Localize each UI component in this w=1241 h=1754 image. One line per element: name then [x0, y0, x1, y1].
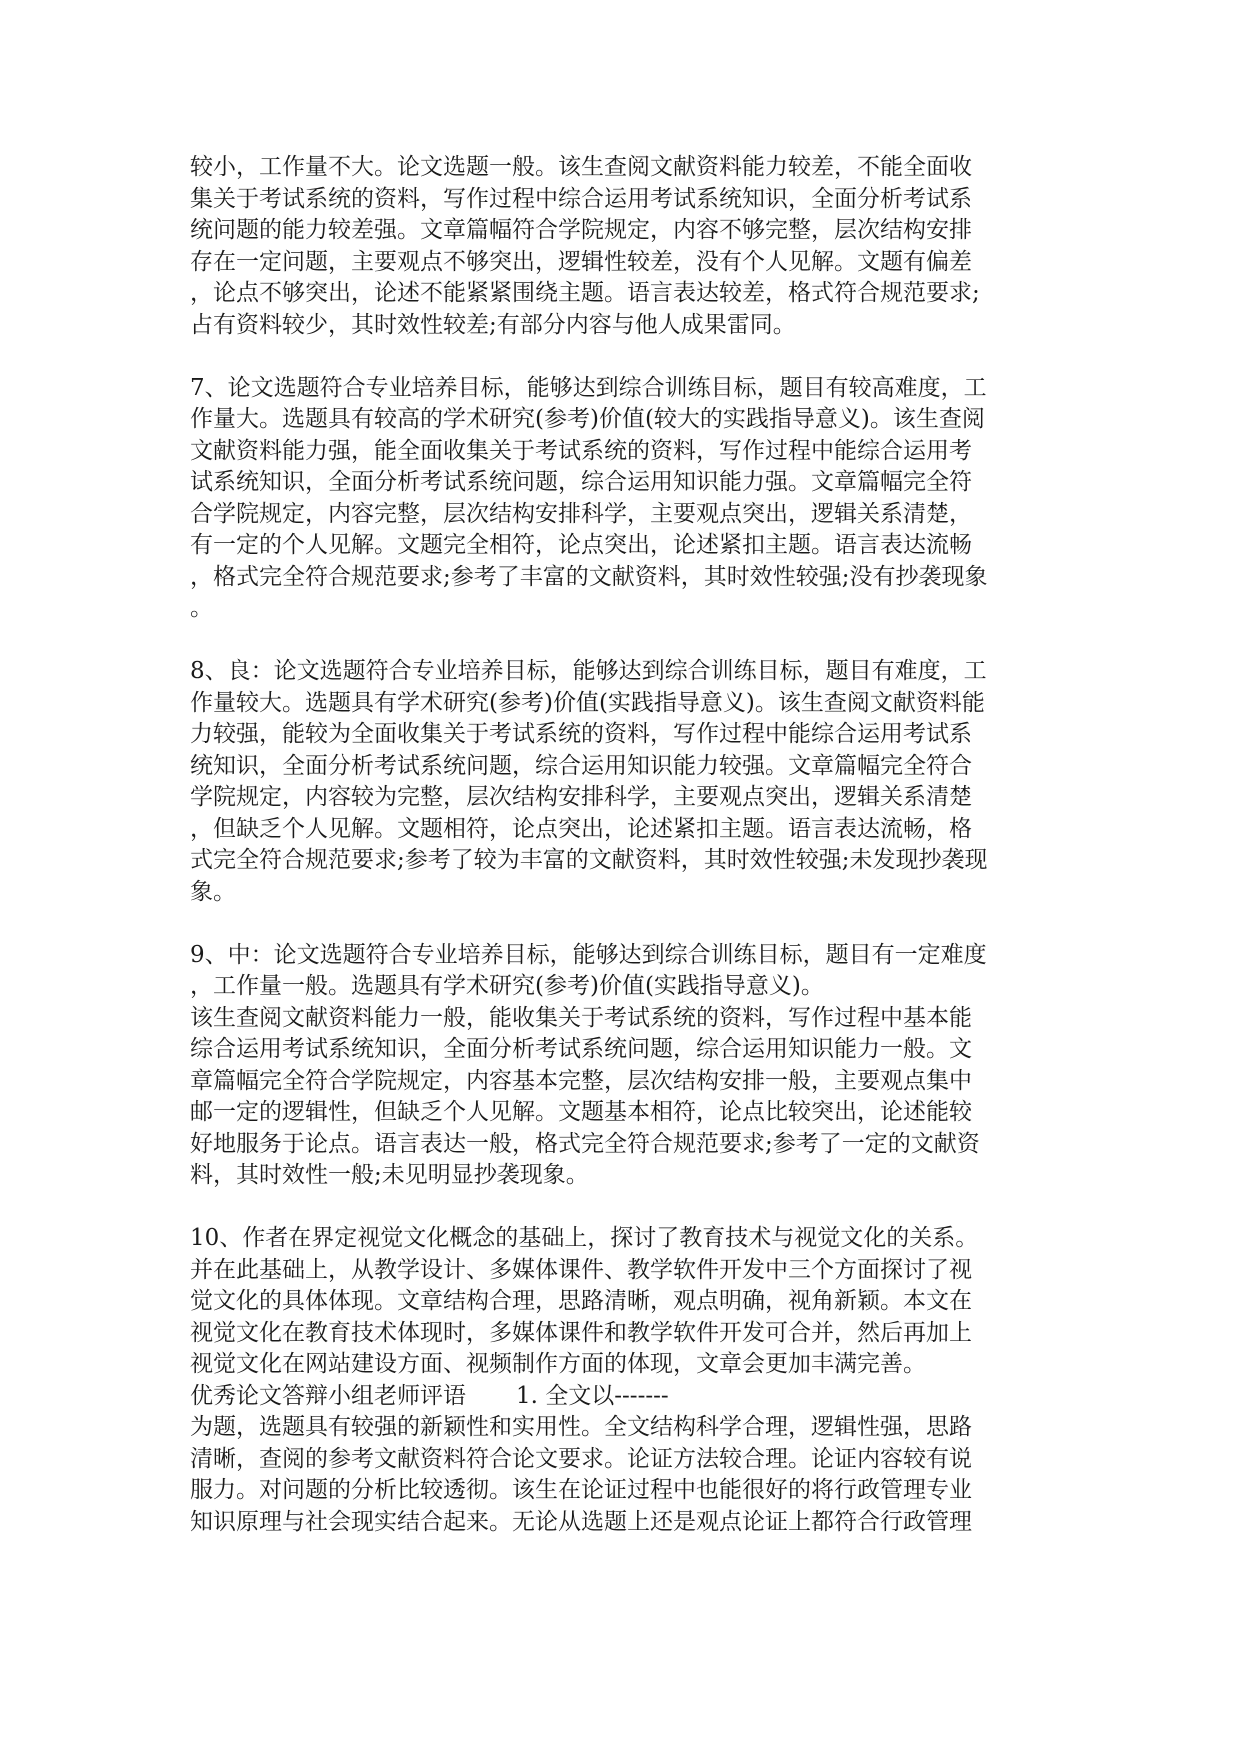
text-line: 力较强，能较为全面收集关于考试系统的资料，写作过程中能综合运用考试系	[190, 721, 972, 747]
text-line: 统知识，全面分析考试系统问题，综合运用知识能力较强。文章篇幅完全符合	[190, 752, 972, 779]
paragraph-item-7	[190, 373, 1060, 625]
text-line: ，格式完全符合规范要求;参考了丰富的文献资料，其时效性较强;没有抄袭现象	[190, 563, 988, 590]
text-line: 章篇幅完全符合学院规定，内容基本完整，层次结构安排一般，主要观点集中	[190, 1067, 972, 1094]
text-line: 为题，选题具有较强的新颖性和实用性。全文结构科学合理，逻辑性强，思路	[190, 1414, 972, 1440]
document-page	[190, 152, 1060, 1570]
text-line: ，工作量一般。选题具有学术研究(参考)价值(实践指导意义)。	[190, 973, 824, 999]
text-line: 。	[190, 595, 213, 621]
text-line: 有一定的个人见解。文题完全相符，论点突出，论述紧扣主题。语言表达流畅	[190, 532, 972, 558]
text-line: 清晰，查阅的参考文献资料符合论文要求。论证方法较合理。论证内容较有说	[190, 1445, 972, 1472]
text-line: 集关于考试系统的资料，写作过程中综合运用考试系统知识，全面分析考试系	[190, 185, 972, 212]
text-line: 8、良：论文选题符合专业培养目标，能够达到综合训练目标，题目有难度，工	[190, 658, 987, 684]
text-line: 好地服务于论点。语言表达一般，格式完全符合规范要求;参考了一定的文献资	[190, 1130, 980, 1157]
text-line: 作量较大。选题具有学术研究(参考)价值(实践指导意义)。该生查阅文献资料能	[190, 689, 985, 716]
paragraph-item-9	[190, 940, 1060, 1192]
text-line: 9、中：论文选题符合专业培养目标，能够达到综合训练目标，题目有一定难度	[190, 941, 987, 968]
text-line: 作量大。选题具有较高的学术研究(参考)价值(较大的实践指导意义)。该生查阅	[190, 406, 985, 432]
text-line: 视觉文化在教育技术体现时，多媒体课件和教学软件开发可合并，然后再加上	[190, 1319, 972, 1346]
text-line: 学院规定，内容较为完整，层次结构安排科学，主要观点突出，逻辑关系清楚	[190, 784, 972, 810]
text-line: 综合运用考试系统知识，全面分析考试系统问题，综合运用知识能力一般。文	[190, 1036, 972, 1062]
text-line: 试系统知识，全面分析考试系统问题，综合运用知识能力强。文章篇幅完全符	[190, 469, 972, 495]
section-heading	[190, 1381, 1060, 1413]
text-line: 文献资料能力强，能全面收集关于考试系统的资料，写作过程中能综合运用考	[190, 437, 972, 464]
section-heading-item: 1. 全文以-------	[516, 1382, 669, 1409]
text-line: 料，其时效性一般;未见明显抄袭现象。	[190, 1162, 589, 1188]
text-line: 象。	[190, 878, 236, 905]
text-line: 较小，工作量不大。论文选题一般。该生查阅文献资料能力较差，不能全面收	[190, 154, 972, 180]
text-line: 10、作者在界定视觉文化概念的基础上，探讨了教育技术与视觉文化的关系。	[190, 1225, 979, 1251]
paragraph-grade-poor	[190, 152, 1060, 341]
text-line: 7、论文选题符合专业培养目标，能够达到综合训练目标，题目有较高难度，工	[190, 374, 987, 401]
text-line: 视觉文化在网站建设方面、视频制作方面的体现，文章会更加丰满完善。	[190, 1351, 926, 1377]
text-line: 该生查阅文献资料能力一般，能收集关于考试系统的资料，写作过程中基本能	[190, 1004, 972, 1031]
text-line: ，但缺乏个人见解。文题相符，论点突出，论述紧扣主题。语言表达流畅，格	[190, 815, 972, 842]
text-line: 统问题的能力较差强。文章篇幅符合学院规定，内容不够完整，层次结构安排	[190, 217, 972, 243]
text-line: 邮一定的逻辑性，但缺乏个人见解。文题基本相符，论点比较突出，论述能较	[190, 1099, 972, 1125]
text-line: 觉文化的具体体现。文章结构合理，思路清晰，观点明确，视角新颖。本文在	[190, 1288, 972, 1314]
text-line: 式完全符合规范要求;参考了较为丰富的文献资料，其时效性较强;未发现抄袭现	[190, 847, 988, 873]
section-heading-title: 优秀论文答辩小组老师评语	[190, 1382, 466, 1409]
text-line: ，论点不够突出，论述不能紧紧围绕主题。语言表达较差，格式符合规范要求;	[190, 280, 980, 306]
text-line: 并在此基础上，从教学设计、多媒体课件、教学软件开发中三个方面探讨了视	[190, 1256, 972, 1283]
text-line: 占有资料较少，其时效性较差;有部分内容与他人成果雷同。	[190, 311, 796, 338]
paragraph-final	[190, 1412, 1060, 1538]
text-line: 存在一定问题，主要观点不够突出，逻辑性较差，没有个人见解。文题有偏差	[190, 248, 972, 275]
paragraph-item-8	[190, 656, 1060, 908]
text-line: 合学院规定，内容完整，层次结构安排科学，主要观点突出，逻辑关系清楚，	[190, 500, 972, 527]
text-line: 知识原理与社会现实结合起来。无论从选题上还是观点论证上都符合行政管理	[190, 1508, 972, 1535]
paragraph-item-10	[190, 1223, 1060, 1381]
text-line: 服力。对问题的分析比较透彻。该生在论证过程中也能很好的将行政管理专业	[190, 1477, 972, 1503]
